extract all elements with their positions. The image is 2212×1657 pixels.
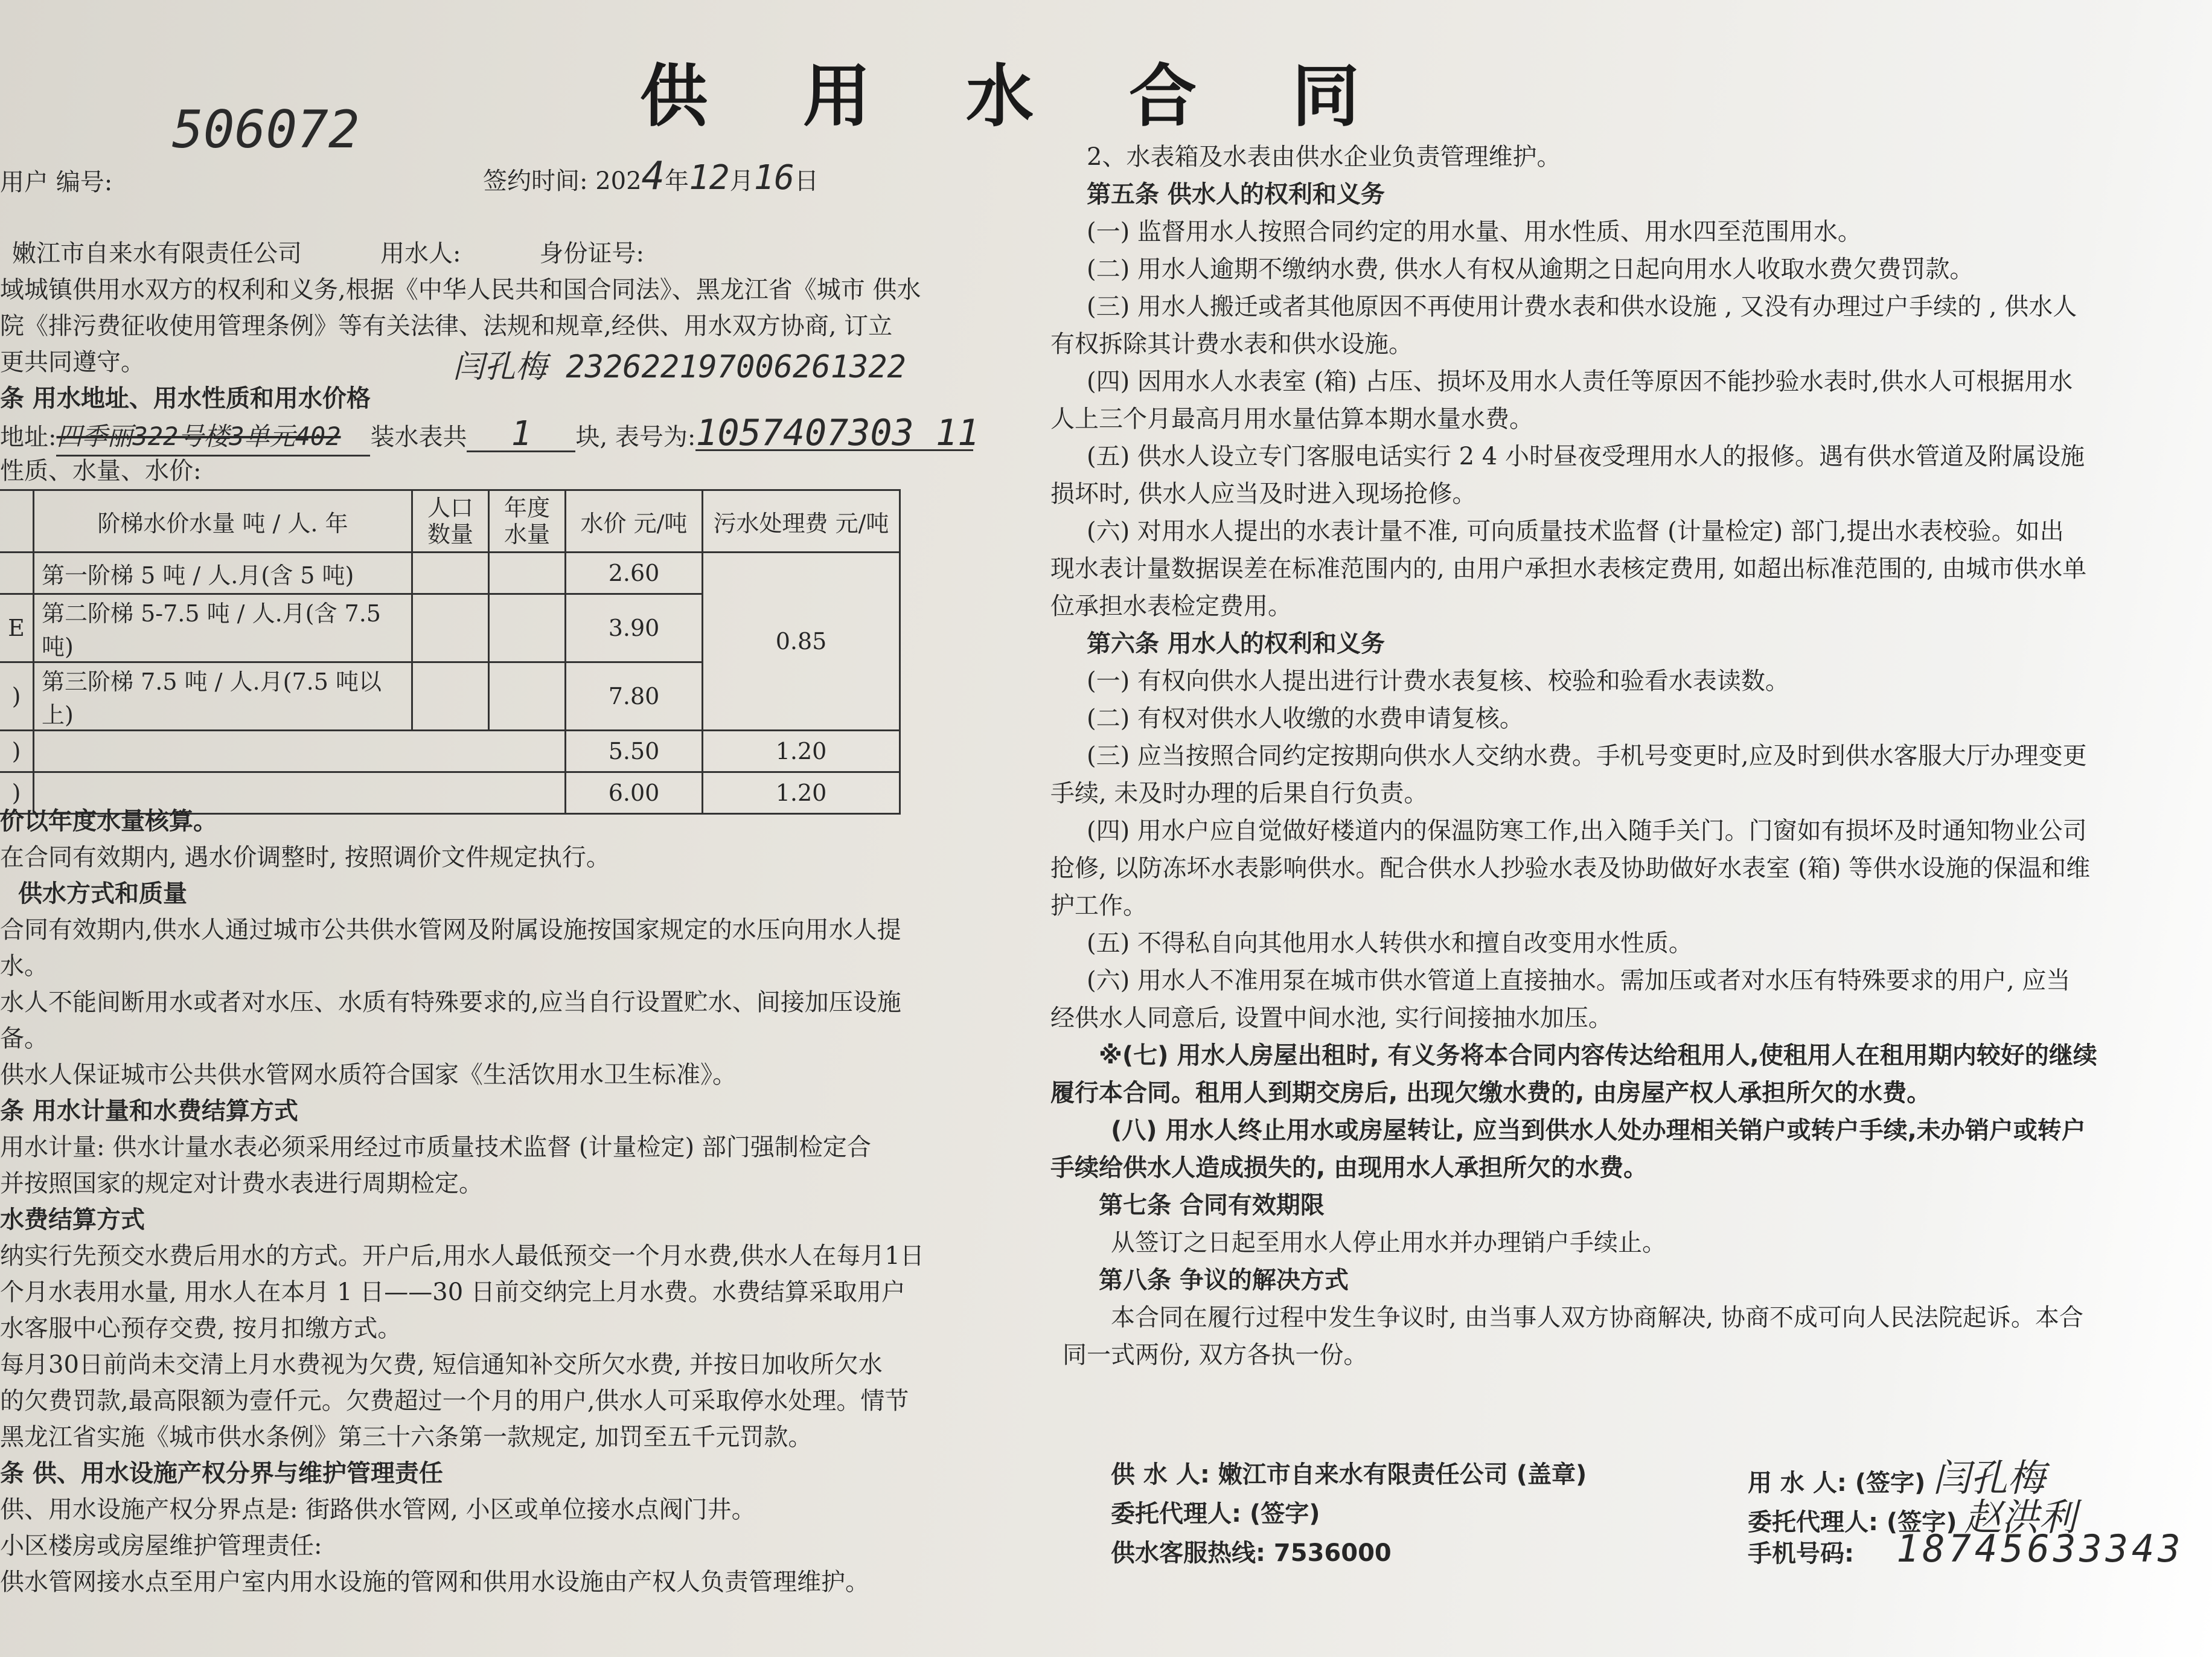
paragraph-line: 的欠费罚款,最高限额为壹仟元。欠费超过一个月的用户,供水人可采取停水处理。情节 [0,1387,909,1415]
table-cell: 7.80 [566,662,703,731]
paragraph-line: 同一式两份, 双方各执一份。 [1063,1341,1368,1369]
phone-number: 18745633343 [1896,1527,2184,1571]
paragraph-line: 个月水表用水量, 用水人在本月 1 日——30 日前交纳完上月水费。水费结算采取用户 [0,1278,906,1306]
table-header: 污水处理费 元/吨 [703,490,900,553]
article-4-heading: 条 供、用水设施产权分界与维护管理责任 [0,1460,443,1487]
meter-no-label: 块, 表号为: [575,423,696,451]
table-cell [412,662,489,731]
user-number-label: 用户 编号: [0,168,113,196]
agent-signature: 赵洪利 [1964,1495,2077,1539]
sign-time-label: 签约时间: 202 [483,167,642,195]
document-title [640,42,1455,139]
paragraph-line: (二) 用水人逾期不缴纳水费, 供水人有权从逾期之日起向用水人收取水费欠费罚款。 [1087,255,1974,283]
paragraph-line-bold: ※(七) 用水人房屋出租时, 有义务将本合同内容传达给租用人,使租用人在租用期内较好的继续 [1099,1042,2097,1069]
table-cell: ) [0,772,34,814]
paragraph-line: 2、水表箱及水表由供水企业负责管理维护。 [1087,143,1561,171]
title-char: 水 [966,57,1034,136]
intro-line: 域城镇供用水双方的权利和义务,根据《中华人民共和国合同法》、黑龙江省《城市 供水 [0,276,921,304]
supplier-line: 供 水 人: 嫩江市自来水有限责任公司 (盖章) [1111,1461,1587,1489]
phone-label: 手机号码: [1748,1540,1854,1568]
table-row [0,731,900,772]
paragraph-line: 供水人保证城市公共供水管网水质符合国家《生活饮用水卫生标准》。 [0,1061,737,1089]
table-cell: E [0,594,34,662]
table-cell: 第三阶梯 7.5 吨 / 人.月(7.5 吨以上) [34,662,412,731]
handwritten-id: 闫孔梅 232622197006261322 [453,349,906,385]
supplier-name: 嫩江市自来水有限责任公司 [12,240,302,268]
table-header: 年度水量 [489,490,566,553]
table-cell [489,662,566,731]
paragraph-line: 供、用水设施产权分界点是: 街路供水管网, 小区或单位接水点阀门井。 [0,1496,756,1524]
table-header: 人口数量 [412,490,489,553]
paragraph-line: 供水管网接水点至用户室内用水设施的管网和供用水设施由产权人负责管理维护。 [0,1568,869,1596]
table-header: 水价 元/吨 [566,490,703,553]
meter-count: 1 [467,418,575,452]
paragraph-line: 水。 [0,952,48,980]
paragraph-line: 现水表计量数据误差在标准范围内的, 由用户承担水表核定费用, 如超出标准范围的, 由城市供水单 [1050,555,2087,583]
paragraph-line: 抢修, 以防冻坏水表影响供水。配合供水人抄验水表及协助做好水表室 (箱) 等供水设施的保温和维 [1050,854,2091,882]
paragraph-line: 本合同在履行过程中发生争议时, 由当事人双方协商解决, 协商不成可向人民法院起诉。本合 [1111,1304,2083,1332]
paragraph-line: 损坏时, 供水人应当及时进入现场抢修。 [1050,480,1477,508]
paragraph-line: 小区楼房或房屋维护管理责任: [0,1532,322,1560]
table-cell [489,553,566,594]
sign-year: 4 [641,154,665,199]
paragraph-line: 用水计量: 供水计量水表必须采用经过市质量技术监督 (计量检定) 部门强制检定合 [0,1133,871,1161]
table-cell: 5.50 [566,731,703,772]
article-1-heading: 条 用水地址、用水性质和用水价格 [0,385,371,412]
paragraph-line: 人上三个月最高月用水量估算本期水量水费。 [1050,405,1533,433]
paragraph-line: 手续, 未及时办理的后果自行负责。 [1050,780,1428,807]
article-8-heading: 第八条 争议的解决方式 [1099,1266,1349,1294]
parties-line [0,236,644,272]
price-table [0,489,901,815]
meter-text: 装水表共 [370,423,467,451]
paragraph-line: (一) 有权向供水人提出进行计费水表复核、校验和验看水表读数。 [1087,667,1789,695]
table-cell: ) [0,662,34,731]
paragraph-line: 水客服中心预存交费, 按月扣缴方式。 [0,1315,402,1342]
sub-heading: 水费结算方式 [0,1206,145,1234]
supplier-agent-line: 委托代理人: (签字) [1111,1500,1320,1528]
paragraph-line: 从签订之日起至用水人停止用水并办理销户手续止。 [1111,1229,1666,1257]
nature-label: 性质、水量、水价: [0,457,202,485]
user-agent-label: 委托代理人: (签字) [1748,1508,1957,1536]
table-cell [489,594,566,662]
table-cell: 1.20 [703,731,900,772]
article-3-heading: 条 用水计量和水费结算方式 [0,1097,298,1125]
article-7-heading: 第七条 合同有效期限 [1099,1191,1325,1219]
paragraph-line: (五) 供水人设立专门客服电话实行 2 4 小时昼夜受理用水人的报修。遇有供水管道及附属设施 [1087,443,2085,470]
paragraph-line: 合同有效期内,供水人通过城市公共供水管网及附属设施按国家规定的水压向用水人提 [0,916,901,944]
table-cell: 第二阶梯 5-7.5 吨 / 人.月(含 7.5 吨) [34,594,412,662]
annual-note: 价以年度水量核算。 [0,807,217,835]
table-cell: 第一阶梯 5 吨 / 人.月(含 5 吨) [34,553,412,594]
sign-month: 12 [689,158,730,197]
address-value: 四季丽322号楼3单元402 [56,418,370,457]
paragraph-line: (三) 用水人搬迁或者其他原因不再使用计费水表和供水设施 , 又没有办理过户手续的 , 供水人 [1087,293,2077,321]
price-adjust-note: 在合同有效期内, 遇水价调整时, 按照调价文件规定执行。 [0,844,610,871]
user-label: 用 水 人: (签字) [1748,1469,1926,1497]
table-cell: 0.85 [703,553,900,731]
paragraph-line: (三) 应当按照合同约定按期向供水人交纳水费。手机号变更时,应及时到供水客服大厅办理变更 [1087,742,2087,770]
table-cell: ) [0,731,34,772]
table-cell [0,553,34,594]
paragraph-line: (一) 监督用水人按照合同约定的用水量、用水性质、用水四至范围用水。 [1087,218,1862,246]
phone-line [1748,1527,2184,1571]
paragraph-line: 纳实行先预交水费后用水的方式。开户后,用水人最低预交一个月水费,供水人在每月1日 [0,1242,924,1270]
paragraph-line: 位承担水表检定费用。 [1050,592,1292,620]
paragraph-line: 护工作。 [1050,892,1147,920]
table-cell [34,731,566,772]
user-signature: 闫孔梅 [1932,1456,2045,1500]
month-label: 月 [729,167,754,195]
table-row [0,553,900,594]
paragraph-line: (四) 用水户应自觉做好楼道内的保温防寒工作,出入随手关门。门窗如有损坏及时通知物业公司 [1087,817,2087,845]
user-label: 用水人: [380,240,461,268]
paragraph-line-bold: 履行本合同。租用人到期交房后, 出现欠缴水费的, 由房屋产权人承担所欠的水费。 [1050,1079,1931,1107]
year-label: 年 [665,167,689,195]
id-label: 身份证号: [539,240,644,268]
paragraph-line-bold: 手续给供水人造成损失的, 由现用水人承担所欠的水费。 [1050,1154,1648,1182]
table-header-row [0,490,900,553]
table-cell [412,594,489,662]
intro-line: 院《排污费征收使用管理条例》等有关法律、法规和规章,经供、用水双方协商, 订立 [0,312,893,340]
paragraph-line: 备。 [0,1025,48,1053]
sign-time [483,154,819,199]
paragraph-line: 黑龙江省实施《城市供水条例》第三十六条第一款规定, 加罚至五千元罚款。 [0,1423,813,1451]
paragraph-line: 并按照国家的规定对计费水表进行周期检定。 [0,1170,483,1197]
table-cell: 3.90 [566,594,703,662]
title-char: 用 [803,57,871,136]
paragraph-line: 每月30日前尚未交清上月水费视为欠费, 短信通知补交所欠水费, 并按日加收所欠水 [0,1351,883,1379]
paragraph-line: 水人不能间断用水或者对水压、水质有特殊要求的,应当自行设置贮水、间接加压设施 [0,989,901,1016]
title-char: 供 [640,57,708,136]
address-line [0,412,979,457]
article-5-heading: 第五条 供水人的权利和义务 [1087,181,1385,208]
title-char: 同 [1292,57,1360,136]
intro-line: 更共同遵守。 [0,348,145,376]
article-6-heading: 第六条 用水人的权利和义务 [1087,630,1385,658]
table-cell [412,553,489,594]
hotline-line: 供水客服热线: 7536000 [1111,1539,1392,1567]
table-cell: 6.00 [566,772,703,814]
handwritten-number: 506072 [172,100,360,160]
paragraph-line: (五) 不得私自向其他用水人转供水和擅自改变用水性质。 [1087,929,1693,957]
meter-number: 1057407303 11 [695,412,979,454]
table-header: 阶梯水价水量 吨 / 人. 年 [34,490,412,553]
table-cell: 1.20 [703,772,900,814]
sign-day: 16 [753,158,794,197]
paragraph-line: 经供水人同意后, 设置中间水池, 实行间接抽水加压。 [1050,1004,1613,1032]
table-cell [0,490,34,553]
article-2-heading: 供水方式和质量 [18,880,187,908]
paragraph-line-bold: (八) 用水人终止用水或房屋转让, 应当到供水人处办理相关销户或转户手续,未办销户或转户 [1111,1117,2086,1144]
table-cell: 2.60 [566,553,703,594]
day-label: 日 [794,167,819,195]
address-label: 地址: [0,423,57,451]
paragraph-line: (四) 因用水人水表室 (箱) 占压、损坏及用水人责任等原因不能抄验水表时,供水人可根据用水 [1087,368,2073,396]
paragraph-line: 有权拆除其计费水表和供水设施。 [1050,330,1413,358]
paragraph-line: (六) 用水人不准用泵在城市供水管道上直接抽水。需加压或者对水压有特殊要求的用户, 应当 [1087,967,2071,995]
title-char: 合 [1129,57,1197,136]
paragraph-line: (六) 对用水人提出的水表计量不准, 可向质量技术监督 (计量检定) 部门,提出水表校验。如出 [1087,518,2064,545]
paragraph-line: (二) 有权对供水人收缴的水费申请复核。 [1087,705,1524,732]
